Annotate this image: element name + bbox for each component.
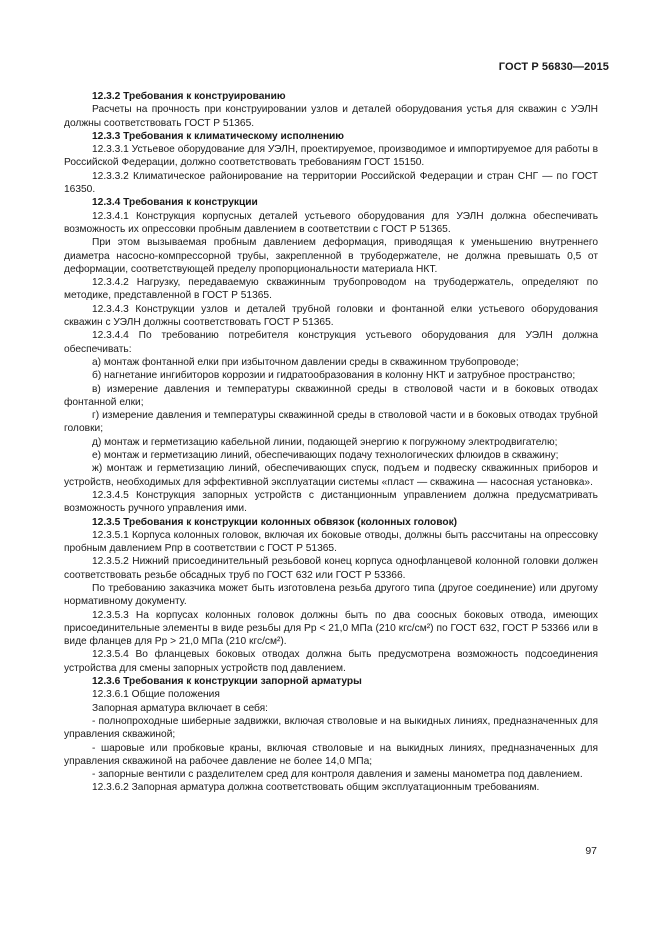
paragraph: 12.3.4.4 По требованию потребителя конструкция устьевого оборудования для УЭЛН должна обеспечивать: xyxy=(64,330,598,355)
paragraph: - полнопроходные шиберные задвижки, включая стволовые и на выкидных линиях, предназначенных для управления скважиной; xyxy=(64,715,598,741)
document-id: ГОСТ Р 56830—2015 xyxy=(498,61,609,73)
paragraph: 12.3.6.1 Общие положения xyxy=(92,689,220,701)
paragraph: При этом вызываемая пробным давлением деформация, приводящая к уменьшению внутреннего диаметра насосно-компрессорной трубы, закрепленной в трубодержателе, не должна превышать 0,5 от деформации, соответствующей пределу пропорциональности материала НКТ. xyxy=(64,237,598,275)
section-heading: 12.3.2 Требования к конструированию xyxy=(92,91,286,102)
paragraph: - запорные вентили с разделителем сред для контроля давления и замены манометра под давлением. xyxy=(92,769,583,781)
paragraph: 12.3.5.3 На корпусах колонных головок должны быть по два соосных боковых отвода, имеющих присоединительные элементы в виде резьбы для Рр < 21,0 МПа (210 кгс/см²) по ГОСТ 632, ГОСТ Р 53366 или в виде фланцев для Рр > 21,0 МПа (210 кгс/см²). xyxy=(64,609,598,648)
paragraph: 12.3.4.5 Конструкция запорных устройств с дистанционным управлением должна предусматривать возможность ручного управления ими. xyxy=(64,489,598,515)
section-heading: 12.3.6 Требования к конструкции запорной арматуры xyxy=(92,676,362,688)
page-number: 97 xyxy=(585,845,597,857)
paragraph: 12.3.3.2 Климатическое районирование на территории Российской Федерации и стран СНГ — по ГОСТ 16350. xyxy=(64,170,598,196)
paragraph: а) монтаж фонтанной елки при избыточном давлении среды в скважинном трубопроводе; xyxy=(92,356,519,368)
paragraph: Расчеты на прочность при конструировании узлов и деталей оборудования устья для скважин с УЭЛН должны соответствовать ГОСТ Р 51365. xyxy=(64,104,598,129)
paragraph: 12.3.4.1 Конструкция корпусных деталей устьевого оборудования для УЭЛН должна обеспечивать возможность их опрессовки пробным давлением в соответствии с ГОСТ Р 51365. xyxy=(64,210,598,235)
section-heading: 12.3.4 Требования к конструкции xyxy=(92,197,258,209)
paragraph: 12.3.5.1 Корпуса колонных головок, включая их боковые отводы, должны быть рассчитаны на опрессовку пробным давлением Pпр в соответствии с ГОСТ Р 51365. xyxy=(64,529,598,555)
paragraph: г) измерение давления и температуры скважинной среды в стволовой части и в боковых отводах трубной головки; xyxy=(64,410,598,435)
paragraph: - шаровые или пробковые краны, включая стволовые и на выкидных линиях, предназначенных для управления скважиной на рабочее давление не более 14,0 МПа; xyxy=(64,742,598,767)
paragraph: б) нагнетание ингибиторов коррозии и гидратообразования в колонну НКТ и затрубное пространство; xyxy=(92,370,576,382)
paragraph: 12.3.5.4 Во фланцевых боковых отводах должна быть предусмотрена возможность подсоединения устройства для смены запорных устройств под давлением. xyxy=(64,649,598,674)
paragraph: Запорная арматура включает в себя: xyxy=(92,702,268,714)
paragraph: в) измерение давления и температуры скважинной среды в стволовой части и в боковых отводах фонтанной елки; xyxy=(64,383,598,408)
paragraph: 12.3.5.2 Нижний присоединительный резьбовой конец корпуса однофланцевой колонной головки должен соответствовать резьбе обсадных труб по ГОСТ 632 или ГОСТ Р 53366. xyxy=(64,556,598,581)
paragraph: 12.3.4.2 Нагрузку, передаваемую скважинным трубопроводом на трубодержатель, определяют по методике, представленной в ГОСТ Р 51365. xyxy=(64,277,598,302)
paragraph: ж) монтаж и герметизацию линий, обеспечивающих спуск, подъем и подвеску скважинных приборов и устройств, необходимых для эффективной эксплуатации системы «пласт — скважина — насосная установка». xyxy=(64,463,598,488)
paragraph: 12.3.4.3 Конструкции узлов и деталей трубной головки и фонтанной елки устьевого оборудования скважин с УЭЛН должны соответствовать ГОСТ Р 51365. xyxy=(64,303,598,329)
paragraph: д) монтаж и герметизацию кабельной линии, подающей энергию к погружному электродвигателю; xyxy=(92,436,558,448)
paragraph: е) монтаж и герметизацию линий, обеспечивающих подачу технологических флюидов в скважину; xyxy=(92,450,559,462)
paragraph: 12.3.6.2 Запорная арматура должна соответствовать общим эксплуатационным требованиям. xyxy=(92,782,540,794)
paragraph: По требованию заказчика может быть изготовлена резьба другого типа (другое соединение) или другому нормативному документу. xyxy=(64,582,598,608)
document-body xyxy=(64,90,598,795)
section-heading: 12.3.3 Требования к климатическому исполнению xyxy=(92,130,344,142)
paragraph: 12.3.3.1 Устьевое оборудование для УЭЛН, проектируемое, производимое и импортируемое для работы в Российской Федерации, должно соответствовать требованиям ГОСТ 15150. xyxy=(64,144,598,169)
section-heading: 12.3.5 Требования к конструкции колонных обвязок (колонных головок) xyxy=(92,516,458,528)
